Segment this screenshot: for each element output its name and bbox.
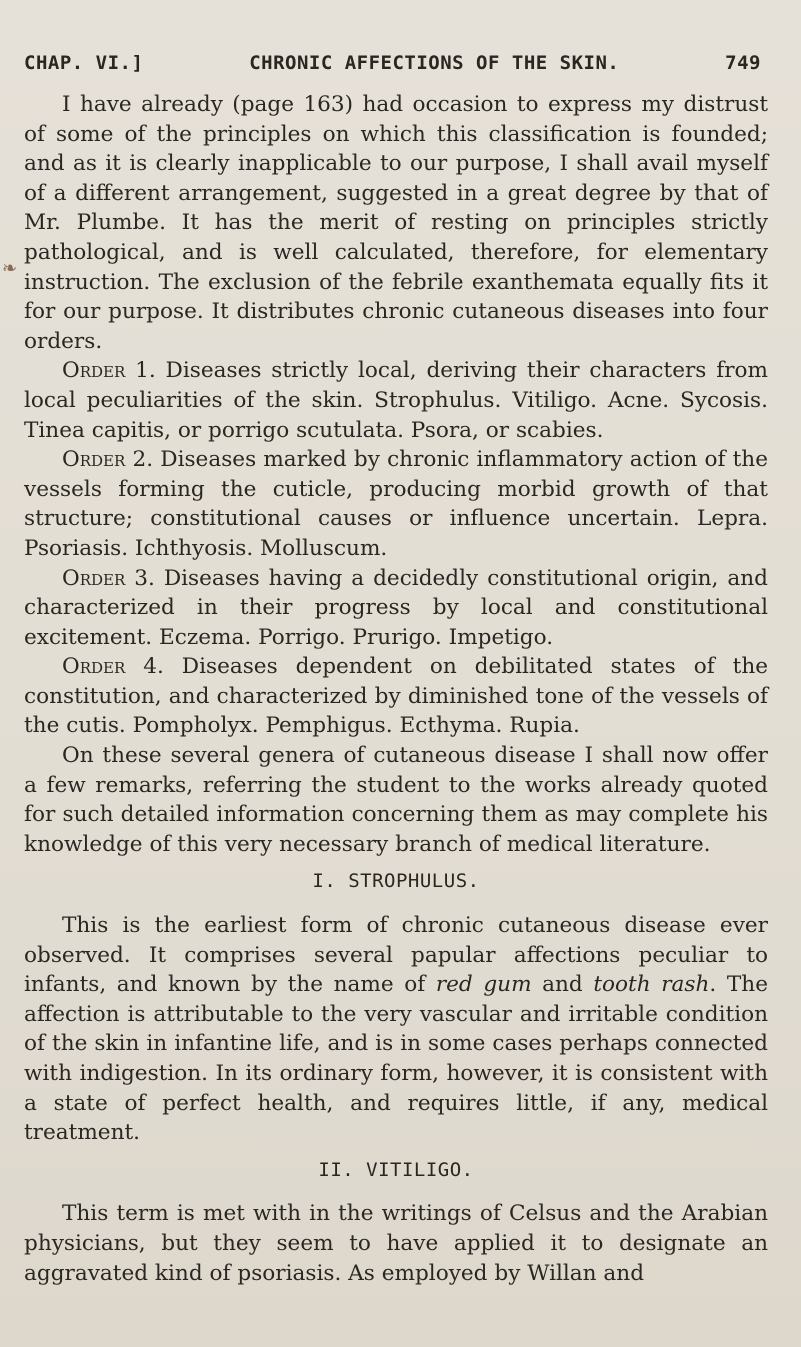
order-1-label: Order 1.: [62, 358, 156, 384]
strophulus-text-3: . The affection is attributable to the very vascular and irritable condition of the skin in infantine life, and is in some cases perhaps connected with indigestion. In its ordinary form, however, it is consistent with a state of perfect health, and requires little, if any, medical treatment.: [24, 972, 768, 1146]
order-2-paragraph: [24, 445, 768, 563]
order-4-text: Diseases dependent on debilitated states of the constitution, and characterized by diminished tone of the vessels of the cutis. Pompholyx. Pemphigus. Ecthyma. Rupia.: [24, 654, 769, 739]
running-header: [24, 52, 761, 74]
chapter-label: CHAP. VI.]: [24, 52, 144, 74]
vitiligo-paragraph: This term is met with in the writings of Celsus and the Arabian physicians, but they seem to have applied it to designate an aggravated kind of psoriasis. As employed by Willan and: [24, 1201, 768, 1286]
strophulus-text-2: and: [531, 972, 594, 998]
order-4-paragraph: [24, 652, 768, 741]
page-number: 749: [725, 52, 761, 74]
order-3-text: Diseases having a decidedly constitutional origin, and characterized in their progress by local and constitutional excitement. Eczema. Porrigo. Prurigo. Impetigo.: [24, 565, 768, 650]
order-4-label: Order 4.: [62, 654, 164, 680]
order-1-paragraph: [24, 356, 768, 445]
section-heading-vitiligo: II. VITILIGO.: [318, 1158, 474, 1181]
running-title: CHRONIC AFFECTIONS OF THE SKIN.: [249, 52, 620, 74]
section-heading-strophulus: I. STROPHULUS.: [312, 870, 480, 893]
strophulus-em-tooth-rash: tooth rash: [593, 972, 710, 998]
strophulus-paragraph: [24, 911, 768, 1148]
margin-mark: ❧: [2, 258, 18, 279]
order-2-text: Diseases marked by chronic inflammatory action of the vessels forming the cuticle, producing morbid growth of that structure; constitutional causes or influence uncertain. Lepra. Psoriasis. Ichthyosis. Molluscum.: [24, 447, 768, 561]
order-3-paragraph: [24, 564, 768, 653]
body-text: [24, 90, 768, 1288]
strophulus-em-red-gum: red gum: [435, 972, 532, 998]
order-3-label: Order 3.: [62, 565, 155, 591]
intro-paragraph: I have already (page 163) had occasion to express my distrust of some of the principles on which this classification is founded; and as it is clearly inapplicable to our purpose, I shall avail myself of a different arrangement, suggested in a great degree by that of Mr. Plumbe. It has the merit of resting on principles strictly pathological, and is well calculated, therefore, for elementary instruction. The exclusion of the febrile exanthemata equally fits it for our purpose. It distributes chronic cutaneous diseases into four orders.: [24, 92, 768, 354]
order-1-text: Diseases strictly local, deriving their characters from local peculiarities of the skin. Strophulus. Vitiligo. Acne. Sycosis. Tinea capitis, or porrigo scutulata. Psora, or scabies.: [24, 358, 769, 443]
order-2-label: Order 2.: [62, 447, 154, 473]
strophulus-text-1: This is the earliest form of chronic cutaneous disease ever observed. It comprises several papular affections peculiar to infants, and known by the name of: [24, 913, 768, 998]
closing-paragraph: On these several genera of cutaneous disease I shall now offer a few remarks, referring the student to the works already quoted for such detailed information concerning them as may complete his knowledge of this very necessary branch of medical literature.: [24, 743, 768, 857]
